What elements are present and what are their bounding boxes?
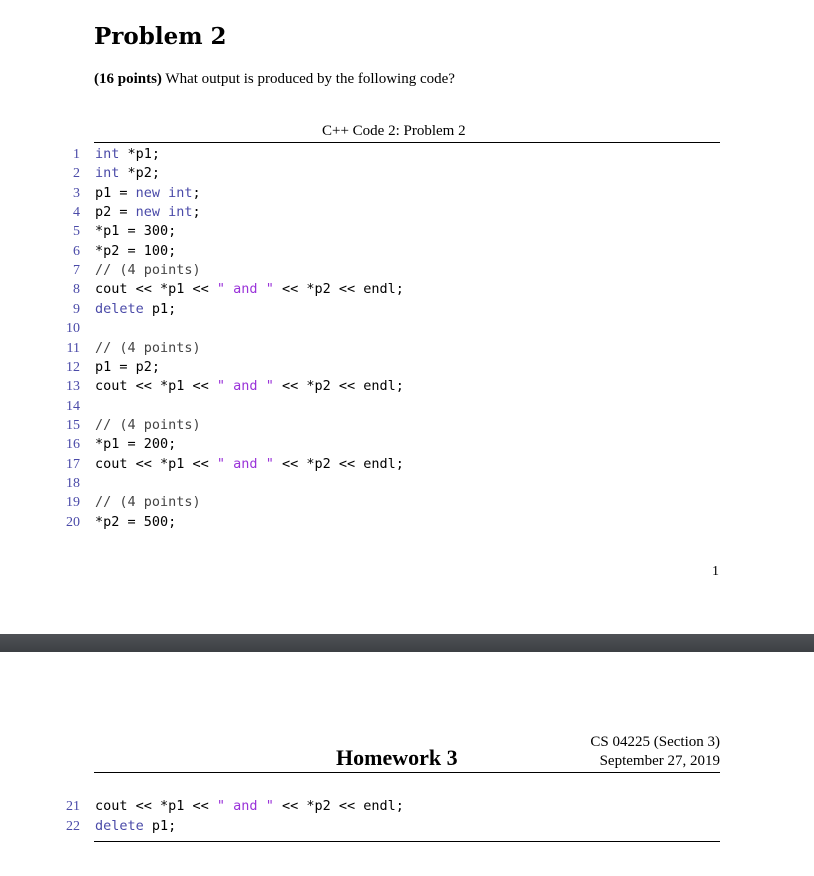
code-text xyxy=(95,377,404,396)
problem-question xyxy=(94,71,455,88)
line-number: 22 xyxy=(66,818,80,834)
code-text xyxy=(95,435,176,454)
line-number: 15 xyxy=(66,417,80,433)
line-number: 13 xyxy=(66,379,80,395)
code-token: // (4 points) xyxy=(95,494,201,511)
code-token: cout << *p1 << xyxy=(95,281,217,298)
header-rule xyxy=(94,772,720,773)
question-text: What output is produced by the following code? xyxy=(161,71,455,87)
code-token: *p2; xyxy=(119,165,161,182)
code-token: " and " xyxy=(216,798,274,814)
line-number: 17 xyxy=(66,456,80,472)
code-token: new int xyxy=(135,184,193,201)
question-points: (16 points) xyxy=(94,71,162,87)
code-token: *p1 = 300; xyxy=(95,223,177,240)
line-number: 14 xyxy=(66,398,80,414)
line-number: 5 xyxy=(73,224,80,240)
code-token: delete xyxy=(95,817,144,834)
code-text xyxy=(95,339,201,358)
code-text xyxy=(95,203,201,222)
code-token: *p2 = 100; xyxy=(95,242,177,259)
line-number: 8 xyxy=(73,282,80,298)
line-number: 3 xyxy=(73,185,80,201)
line-number: 10 xyxy=(66,321,80,337)
code-token: << *p2 << endl; xyxy=(273,798,404,814)
homework-title: Homework 3 xyxy=(336,745,458,770)
code-token: " and " xyxy=(216,378,274,395)
code-text xyxy=(95,164,160,183)
line-number: 11 xyxy=(66,340,80,356)
code-token: p1; xyxy=(143,300,177,317)
code-token: cout << *p1 << xyxy=(95,455,217,472)
code-token: delete xyxy=(95,300,144,317)
code-token: *p1 = 200; xyxy=(95,436,177,453)
code-token: ; xyxy=(192,184,201,201)
code-token: cout << *p1 << xyxy=(95,798,217,814)
line-number: 6 xyxy=(73,243,80,259)
code-token: " and " xyxy=(216,281,274,298)
code-token: cout << *p1 << xyxy=(95,378,217,395)
code-text xyxy=(95,184,201,203)
code-token: // (4 points) xyxy=(95,339,201,356)
code-token: p1 = xyxy=(95,184,136,201)
code-token: << *p2 << endl; xyxy=(273,455,404,472)
code-text xyxy=(95,493,201,512)
line-number: 20 xyxy=(66,514,80,530)
code-token: p1; xyxy=(143,817,177,834)
code-token: << *p2 << endl; xyxy=(273,281,404,298)
line-number: 12 xyxy=(66,359,80,375)
code-token: new int xyxy=(135,204,193,221)
page-separator xyxy=(0,634,814,652)
listing-bottom-rule xyxy=(94,841,720,842)
line-number: 19 xyxy=(66,495,80,511)
code-text xyxy=(95,513,176,532)
code-text xyxy=(95,300,176,319)
problem-title: Problem 2 xyxy=(94,23,227,50)
code-text xyxy=(95,242,176,261)
code-token: " and " xyxy=(216,455,274,472)
code-token: // (4 points) xyxy=(95,416,201,433)
code-text xyxy=(95,455,404,474)
code-text xyxy=(95,261,201,280)
line-number: 21 xyxy=(66,799,80,814)
line-number: 2 xyxy=(73,166,80,182)
course-info xyxy=(590,733,720,771)
code-text xyxy=(95,358,160,377)
course-section: CS 04225 (Section 3) xyxy=(590,734,720,750)
code-token: << *p2 << endl; xyxy=(273,378,404,395)
course-date: September 27, 2019 xyxy=(599,753,720,769)
line-number: 18 xyxy=(66,475,80,491)
listing-top-rule xyxy=(94,142,720,143)
line-number: 7 xyxy=(73,263,80,279)
code-token: // (4 points) xyxy=(95,262,201,279)
code-token: *p2 = 500; xyxy=(95,513,177,530)
code-text xyxy=(95,416,201,435)
code-token: p2 = xyxy=(95,204,136,221)
line-number: 4 xyxy=(73,205,80,221)
code-text xyxy=(95,817,176,836)
code-text xyxy=(95,280,404,299)
line-number: 9 xyxy=(73,301,80,317)
code-token: p1 = p2; xyxy=(95,358,161,375)
code-token: ; xyxy=(192,204,201,221)
listing-caption: C++ Code 2: Problem 2 xyxy=(322,123,466,139)
code-token: *p1; xyxy=(119,146,161,162)
code-text xyxy=(95,222,176,241)
code-text xyxy=(95,797,404,816)
line-number: 1 xyxy=(73,147,80,162)
line-number: 16 xyxy=(66,437,80,453)
code-token: int xyxy=(95,165,120,182)
code-token: int xyxy=(95,146,120,162)
page-number: 1 xyxy=(712,564,719,579)
code-text xyxy=(95,145,160,164)
